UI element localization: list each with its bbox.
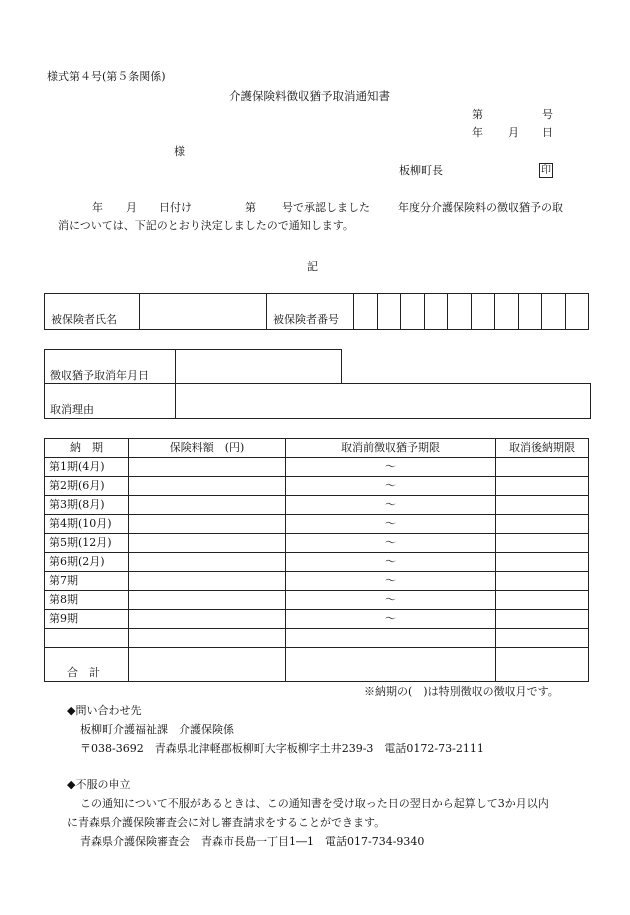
form-number: 様式第４号(第５条関係) [47, 70, 166, 83]
amount-cell[interactable] [129, 534, 286, 553]
table-row [45, 534, 589, 553]
body-no: 第 [245, 201, 256, 214]
period-label: 第5期(12月) [45, 534, 129, 553]
amount-cell[interactable] [129, 458, 286, 477]
table-row [45, 458, 589, 477]
table-row [45, 629, 589, 648]
before-deadline-cell[interactable]: ～ [286, 534, 496, 553]
after-deadline-cell[interactable] [496, 572, 589, 591]
after-deadline-cell[interactable] [496, 591, 589, 610]
before-deadline-cell[interactable]: ～ [286, 496, 496, 515]
header-before-deadline: 取消前徴収猶予期限 [286, 439, 496, 458]
header-amount: 保険料額 (円) [129, 439, 286, 458]
total-amount-cell[interactable] [129, 648, 286, 682]
insured-number-digit[interactable] [542, 294, 566, 330]
period-label: 第2期(6月) [45, 477, 129, 496]
amount-cell[interactable] [129, 515, 286, 534]
objection-line2: に青森県介護保険審査会に対し審査請求をすることができます。 [67, 816, 386, 829]
insured-number-digit[interactable] [448, 294, 472, 330]
before-deadline-cell[interactable]: ～ [286, 553, 496, 572]
table-row [45, 553, 589, 572]
period-label: 第8期 [45, 591, 129, 610]
amount-cell[interactable] [129, 553, 286, 572]
table-row [45, 477, 589, 496]
insured-number-digit[interactable] [471, 294, 495, 330]
date-year: 年 [472, 126, 483, 139]
objection-line1: この通知について不服があるときは、この通知書を受け取った日の翌日から起算して3か月以内 [80, 797, 549, 810]
table-row [45, 515, 589, 534]
before-deadline-cell[interactable]: ～ [286, 477, 496, 496]
after-deadline-cell[interactable] [496, 458, 589, 477]
cancel-date-label: 徴収猶予取消年月日 [50, 369, 149, 382]
table-row [45, 591, 589, 610]
blank-cell[interactable] [496, 629, 589, 648]
body-approved: 号で承認しました [282, 201, 370, 214]
after-deadline-cell[interactable] [496, 610, 589, 629]
after-deadline-cell[interactable] [496, 553, 589, 572]
period-label: 第7期 [45, 572, 129, 591]
insured-number-digit[interactable] [354, 294, 378, 330]
body-rest: 年度分介護保険料の徴収猶予の取 [398, 201, 563, 214]
doc-no-suffix: 号 [542, 108, 553, 121]
insured-name-label: 被保険者氏名 [45, 294, 140, 330]
amount-cell[interactable] [129, 572, 286, 591]
note: ※納期の( )は特別徴収の徴収月です。 [364, 685, 559, 698]
before-deadline-cell[interactable]: ～ [286, 458, 496, 477]
addressee-suffix: 様 [174, 145, 185, 158]
insured-table [44, 293, 589, 330]
table-row [45, 572, 589, 591]
table-row [45, 610, 589, 629]
header-after-deadline: 取消後納期限 [496, 439, 589, 458]
insured-number-digit[interactable] [401, 294, 425, 330]
issuer: 板柳町長 [399, 164, 443, 177]
header-period: 納 期 [45, 439, 129, 458]
inquiry-dept: 板柳町介護福祉課 介護保険係 [80, 723, 234, 736]
inquiry-address: 〒038-3692 青森県北津軽郡板柳町大字板柳字土井239-3 電話0172-73-2111 [80, 742, 484, 755]
period-label: 第1期(4月) [45, 458, 129, 477]
body-line2: 消については、下記のとおり決定しましたので通知します。 [58, 219, 354, 232]
objection-contact: 青森県介護保険審査会 青森市長島一丁目1―1 電話017-734-9340 [80, 835, 425, 848]
body-year: 年 [92, 201, 103, 214]
period-label: 第4期(10月) [45, 515, 129, 534]
period-label: 第6期(2月) [45, 553, 129, 572]
before-deadline-cell[interactable]: ～ [286, 591, 496, 610]
cancel-reason-box [44, 383, 591, 419]
doc-no-prefix: 第 [472, 108, 483, 121]
before-deadline-cell[interactable]: ～ [286, 515, 496, 534]
amount-cell[interactable] [129, 591, 286, 610]
date-day: 日 [542, 126, 553, 139]
total-label: 合 計 [45, 648, 129, 682]
insured-number-label: 被保険者番号 [267, 294, 354, 330]
insured-number-digit[interactable] [518, 294, 542, 330]
before-deadline-cell[interactable]: ～ [286, 572, 496, 591]
total-after-cell[interactable] [496, 648, 589, 682]
payment-table [44, 438, 589, 682]
blank-cell[interactable] [286, 629, 496, 648]
period-label: 第3期(8月) [45, 496, 129, 515]
table-row [45, 496, 589, 515]
insured-number-digit[interactable] [565, 294, 589, 330]
insured-number-digit[interactable] [377, 294, 401, 330]
insured-number-digit[interactable] [424, 294, 448, 330]
body-month: 月 [126, 201, 137, 214]
body-dated: 日付け [159, 201, 192, 214]
inquiry-heading: ◆問い合わせ先 [67, 704, 142, 717]
amount-cell[interactable] [129, 610, 286, 629]
before-deadline-cell[interactable]: ～ [286, 610, 496, 629]
ki-label: 記 [307, 260, 318, 273]
after-deadline-cell[interactable] [496, 515, 589, 534]
after-deadline-cell[interactable] [496, 477, 589, 496]
total-row [45, 648, 589, 682]
after-deadline-cell[interactable] [496, 534, 589, 553]
seal-icon: 印 [541, 165, 551, 176]
total-before-cell[interactable] [286, 648, 496, 682]
cancel-reason-label: 取消理由 [50, 403, 94, 416]
insured-number-digit[interactable] [495, 294, 519, 330]
after-deadline-cell[interactable] [496, 496, 589, 515]
amount-cell[interactable] [129, 477, 286, 496]
insured-name-cell[interactable] [140, 294, 267, 330]
amount-cell[interactable] [129, 496, 286, 515]
period-label: 第9期 [45, 610, 129, 629]
blank-cell[interactable] [45, 629, 129, 648]
page-title: 介護保険料徴収猶予取消通知書 [229, 89, 390, 103]
blank-cell[interactable] [129, 629, 286, 648]
date-month: 月 [508, 126, 519, 139]
objection-heading: ◆不服の申立 [67, 778, 131, 791]
